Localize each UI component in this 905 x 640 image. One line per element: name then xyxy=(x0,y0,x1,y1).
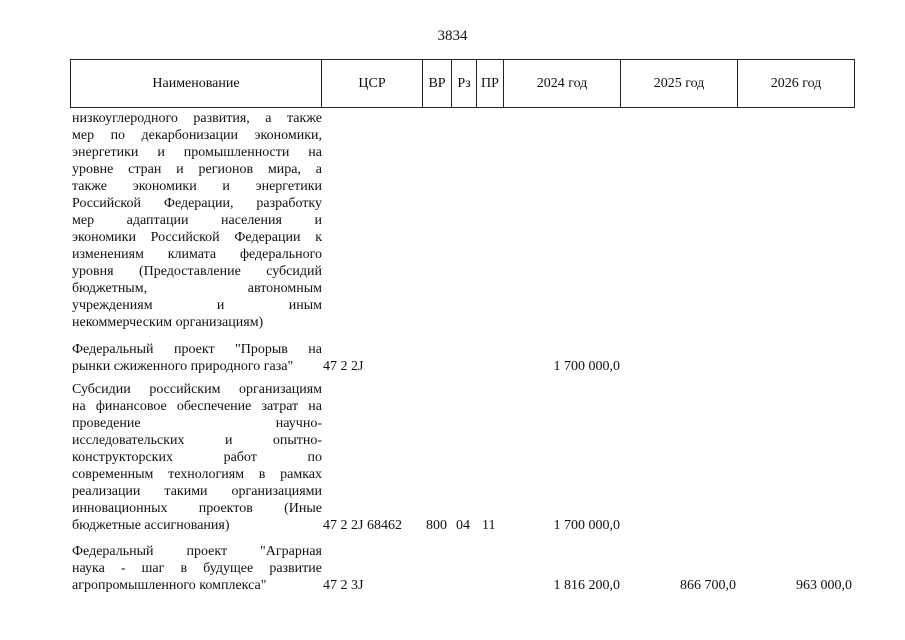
row-name xyxy=(72,543,322,594)
header-pr: ПР xyxy=(477,60,504,108)
page-number: 3834 xyxy=(437,28,468,44)
row-csr: 47 2 2J 68462 xyxy=(323,518,402,533)
row-name-line: мер по декарбонизации экономики, xyxy=(72,128,322,143)
row-y2025: 866 700,0 xyxy=(680,578,736,593)
row-name-line: Субсидии российским организациям xyxy=(72,382,322,397)
row-csr: 47 2 2J xyxy=(323,359,364,374)
row-name-line: мер адаптации населения и xyxy=(72,213,322,228)
row-name-line: конструкторских работ по xyxy=(72,450,322,465)
row-name-line: исследовательских и опытно- xyxy=(72,433,322,448)
row-name-line: Федеральный проект "Аграрная xyxy=(72,544,322,559)
row-name xyxy=(72,110,322,331)
row-name-line: рынки сжиженного природного газа" xyxy=(72,359,294,374)
header-2024: 2024 год xyxy=(504,60,621,108)
row-y2024: 1 700 000,0 xyxy=(553,359,620,374)
row-name-line: учреждениям и иным xyxy=(72,298,322,313)
header-csr: ЦСР xyxy=(322,60,423,108)
row-rz: 04 xyxy=(456,518,470,533)
table-header xyxy=(70,59,855,108)
row-name-line: энергетики и промышленности на xyxy=(72,145,322,160)
header-vr: ВР xyxy=(423,60,452,108)
row-y2024: 1 700 000,0 xyxy=(553,518,620,533)
header-2025: 2025 год xyxy=(621,60,738,108)
row-csr: 47 2 3J xyxy=(323,578,364,593)
row-name-line: уровня (Предоставление субсидий xyxy=(72,264,322,279)
row-name-line: также экономики и энергетики xyxy=(72,179,322,194)
table-row xyxy=(72,341,852,375)
row-name-line: бюджетным, автономным xyxy=(72,281,322,296)
row-name-line: уровне стран и регионов мира, а xyxy=(72,162,322,177)
row-y2026: 963 000,0 xyxy=(796,578,852,593)
row-name xyxy=(72,341,322,375)
row-name-line: на финансовое обеспечение затрат на xyxy=(72,399,322,414)
row-vr: 800 xyxy=(426,518,447,533)
row-name-line: инновационных проектов (Иные xyxy=(72,501,322,516)
row-name-line: проведение научно- xyxy=(72,416,322,431)
row-y2024: 1 816 200,0 xyxy=(553,578,620,593)
row-name-line: изменениям климата федерального xyxy=(72,247,322,262)
table-row xyxy=(72,381,852,534)
row-name-line: низкоуглеродного развития, а также xyxy=(72,111,322,126)
row-name-line: Российской Федерации, разработку xyxy=(72,196,322,211)
row-name xyxy=(72,381,322,534)
row-name-line: агропромышленного комплекса" xyxy=(72,578,267,593)
row-name-line: Федеральный проект "Прорыв на xyxy=(72,342,322,357)
row-name-line: современным технологиям в рамках xyxy=(72,467,322,482)
row-name-line: наука - шаг в будущее развитие xyxy=(72,561,322,576)
row-name-line: бюджетные ассигнования) xyxy=(72,518,230,533)
header-2026: 2026 год xyxy=(738,60,855,108)
header-rz: Рз xyxy=(452,60,477,108)
row-name-line: экономики Российской Федерации к xyxy=(72,230,322,245)
row-pr: 11 xyxy=(482,518,496,533)
row-name-line: некоммерческим организациям) xyxy=(72,315,264,330)
row-name-line: реализации такими организациями xyxy=(72,484,322,499)
table-row xyxy=(72,110,852,331)
table-row xyxy=(72,543,852,594)
header-name: Наименование xyxy=(71,60,322,108)
